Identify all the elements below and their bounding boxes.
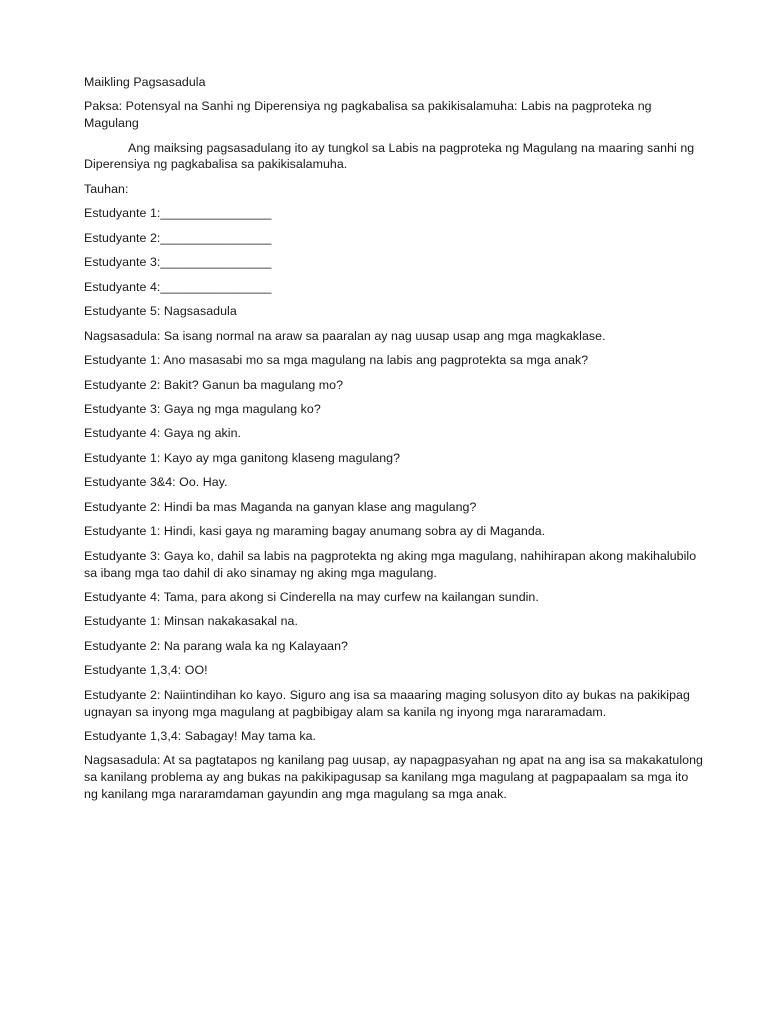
dialogue-line: Estudyante 1,3,4: Sabagay! May tama ka. xyxy=(84,729,316,743)
dialogue-line: Estudyante 2: Naiintindihan ko kayo. Siguro ang isa sa maaaring maging solusyon dito ay bukas na pakikipag ugnayan sa inyong mga magulang at pagbibigay alam sa kanila ng inyong mga nararamadam. xyxy=(84,687,690,719)
dialogue-line: Estudyante 4: Tama, para akong si Cinderella na may curfew na kailangan sundin. xyxy=(84,589,539,604)
character-line: Estudyante 2:________________ xyxy=(84,230,272,245)
character-line: Estudyante 4:________________ xyxy=(84,279,272,294)
dialogue-line: Estudyante 1: Minsan nakakasakal na. xyxy=(84,614,298,629)
document-topic: Paksa: Potensyal na Sanhi ng Diperensiya ng pagkabalisa sa pakikisalamuha: Labis na pagproteka ng Magulang xyxy=(84,99,652,131)
document-title: Maikling Pagsasadula xyxy=(84,75,206,89)
document-body xyxy=(84,74,704,810)
dialogue-line: Estudyante 4: Gaya ng akin. xyxy=(84,426,242,441)
dialogue-line: Estudyante 1: Kayo ay mga ganitong klaseng magulang? xyxy=(84,450,401,465)
dialogue-line: Estudyante 3&4: Oo. Hay. xyxy=(84,475,228,490)
character-line: Estudyante 1:________________ xyxy=(84,206,272,221)
dialogue-line: Estudyante 2: Hindi ba mas Maganda na ganyan klase ang magulang? xyxy=(84,499,477,514)
dialogue-line: Estudyante 1,3,4: OO! xyxy=(84,663,208,678)
dialogue-line: Nagsasadula: Sa isang normal na araw sa paaralan ay nag uusap usap ang mga magkaklase. xyxy=(84,328,606,343)
dialogue-line: Estudyante 2: Na parang wala ka ng Kalayaan? xyxy=(84,638,348,653)
dialogue-line: Estudyante 1: Hindi, kasi gaya ng maraming bagay anumang sobra ay di Maganda. xyxy=(84,524,546,539)
document-intro: Ang maiksing pagsasadulang ito ay tungkol sa Labis na pagproteka ng Magulang na maaring sanhi ng Diperensiya ng pagkabalisa sa pakikisalamuha. xyxy=(84,140,695,172)
dialogue-line: Estudyante 3: Gaya ng mga magulang ko? xyxy=(84,402,321,416)
character-line: Estudyante 3:________________ xyxy=(84,255,272,270)
dialogue-line: Estudyante 1: Ano masasabi mo sa mga magulang na labis ang pagprotekta sa mga anak? xyxy=(84,353,589,368)
dialogue-line: Nagsasadula: At sa pagtatapos ng kanilang pag uusap, ay napagpasyahan ng apat na ang isa sa makakatulong sa kanilang problema ay ang bukas na pakikipagusap sa kanilang mga magulang at pagpapaalam sa mga ito ng kanilang mga nararamdaman gayundin ang mga magulang sa mga anak. xyxy=(84,753,703,801)
dialogue-line: Estudyante 3: Gaya ko, dahil sa labis na pagprotekta ng aking mga magulang, nahihirapan akong makihalubilo sa ibang mga tao dahil di ako sinamay ng aking mga magulang. xyxy=(84,548,697,580)
dialogue-line: Estudyante 2: Bakit? Ganun ba magulang mo? xyxy=(84,377,344,392)
character-line: Estudyante 5: Nagsasadula xyxy=(84,304,237,319)
characters-heading: Tauhan: xyxy=(84,181,129,196)
